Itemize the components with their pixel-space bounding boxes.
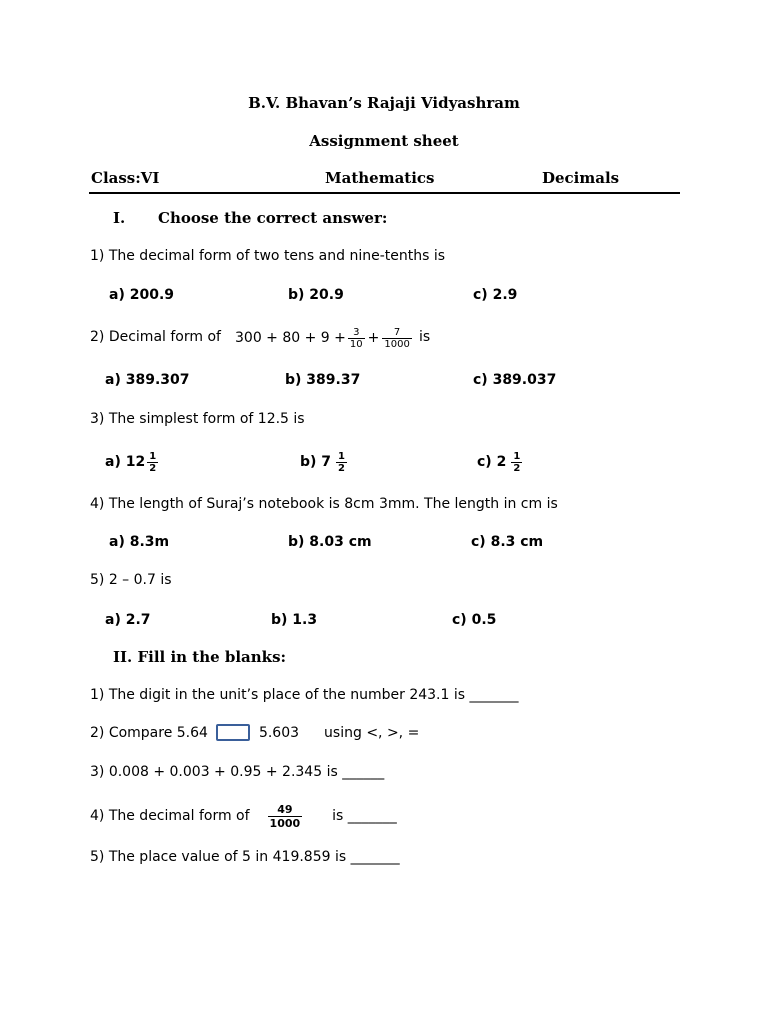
question-2-fraction-1 — [348, 327, 365, 350]
question-3-option-a-fraction — [147, 451, 158, 474]
blank-3-text: 3) 0.008 + 0.003 + 0.95 + 2.345 is ______ — [90, 764, 385, 780]
question-1-text: 1) The decimal form of two tens and nine-tenths is — [90, 248, 446, 264]
question-2-expression — [235, 320, 414, 356]
blank-2-prefix: 2) Compare 5.64 — [90, 724, 208, 741]
subject-label: Mathematics — [325, 169, 435, 187]
question-3-option-b-label: b) 7 — [300, 454, 332, 470]
class-label: Class:VI — [91, 169, 160, 187]
question-4-text: 4) The length of Suraj’s notebook is 8cm 3mm. The length in cm is — [90, 496, 558, 512]
section1-title: Choose the correct answer: — [158, 209, 388, 227]
question-3-option-a-label: a) 12 — [105, 454, 146, 470]
fraction-num: 1 — [338, 450, 346, 462]
section2-title: II. Fill in the blanks: — [113, 648, 287, 666]
school-name: B.V. Bhavan’s Rajaji Vidyashram — [248, 94, 520, 112]
blank-4-suffix: is _______ — [332, 808, 397, 824]
question-3-option-c-fraction — [511, 451, 522, 474]
question-3-option-a — [105, 446, 160, 478]
blank-5-text: 5) The place value of 5 in 419.859 is _______ — [90, 849, 400, 865]
blank-4-prefix: 4) The decimal form of — [90, 808, 250, 824]
question-5-option-a: a) 2.7 — [105, 612, 151, 628]
topic-label: Decimals — [542, 169, 620, 187]
question-3-option-b-fraction — [336, 451, 347, 474]
question-4-option-c: c) 8.3 cm — [471, 534, 544, 550]
fraction-num: 1 — [149, 450, 157, 462]
question-4-option-b: b) 8.03 cm — [288, 534, 372, 550]
question-3-option-c — [477, 446, 524, 478]
question-2-fraction-2 — [382, 327, 411, 350]
fraction-den: 2 — [338, 462, 346, 474]
fraction-den: 2 — [149, 462, 157, 474]
blank-2-mid: 5.603 — [258, 724, 300, 741]
blank-4-fraction-den: 1000 — [269, 816, 301, 830]
question-2-plus: + — [367, 330, 380, 346]
question-5-option-c: c) 0.5 — [452, 612, 497, 628]
question-2-option-b: b) 389.37 — [285, 372, 361, 388]
fraction-den: 2 — [513, 462, 521, 474]
blank-4 — [90, 798, 397, 834]
question-2-suffix: is — [419, 329, 431, 345]
blank-4-fraction — [268, 803, 303, 830]
section1-numeral: I. — [113, 209, 126, 227]
question-3-option-c-label: c) 2 — [477, 454, 507, 470]
blank-1-text: 1) The digit in the unit’s place of the number 243.1 is _______ — [90, 687, 519, 703]
question-5-option-b: b) 1.3 — [271, 612, 318, 628]
question-4-option-a: a) 8.3m — [109, 534, 170, 550]
question-1-option-c: c) 2.9 — [473, 287, 518, 303]
question-2-expr-text: 300 + 80 + 9 + — [235, 330, 346, 346]
comparison-answer-box[interactable] — [216, 724, 250, 741]
question-5-text: 5) 2 – 0.7 is — [90, 572, 172, 588]
question-1-option-b: b) 20.9 — [288, 287, 344, 303]
question-2-option-a: a) 389.307 — [105, 372, 190, 388]
question-2-prefix: 2) Decimal form of — [90, 329, 221, 345]
blank-2-suffix: using <, >, = — [324, 724, 420, 741]
blank-4-fraction-num: 49 — [277, 802, 293, 816]
header-divider — [89, 192, 680, 194]
question-3-text: 3) The simplest form of 12.5 is — [90, 411, 305, 427]
question-2-option-c: c) 389.037 — [473, 372, 557, 388]
blank-2 — [90, 724, 419, 741]
question-2-fraction-1-den: 10 — [349, 338, 363, 350]
fraction-num: 1 — [513, 450, 521, 462]
question-2-fraction-2-den: 1000 — [384, 338, 410, 350]
question-3-option-b — [300, 446, 349, 478]
question-1-option-a: a) 200.9 — [109, 287, 175, 303]
question-2-fraction-1-num: 3 — [353, 326, 360, 338]
question-2-fraction-2-num: 7 — [393, 326, 401, 338]
sheet-title: Assignment sheet — [309, 132, 459, 150]
